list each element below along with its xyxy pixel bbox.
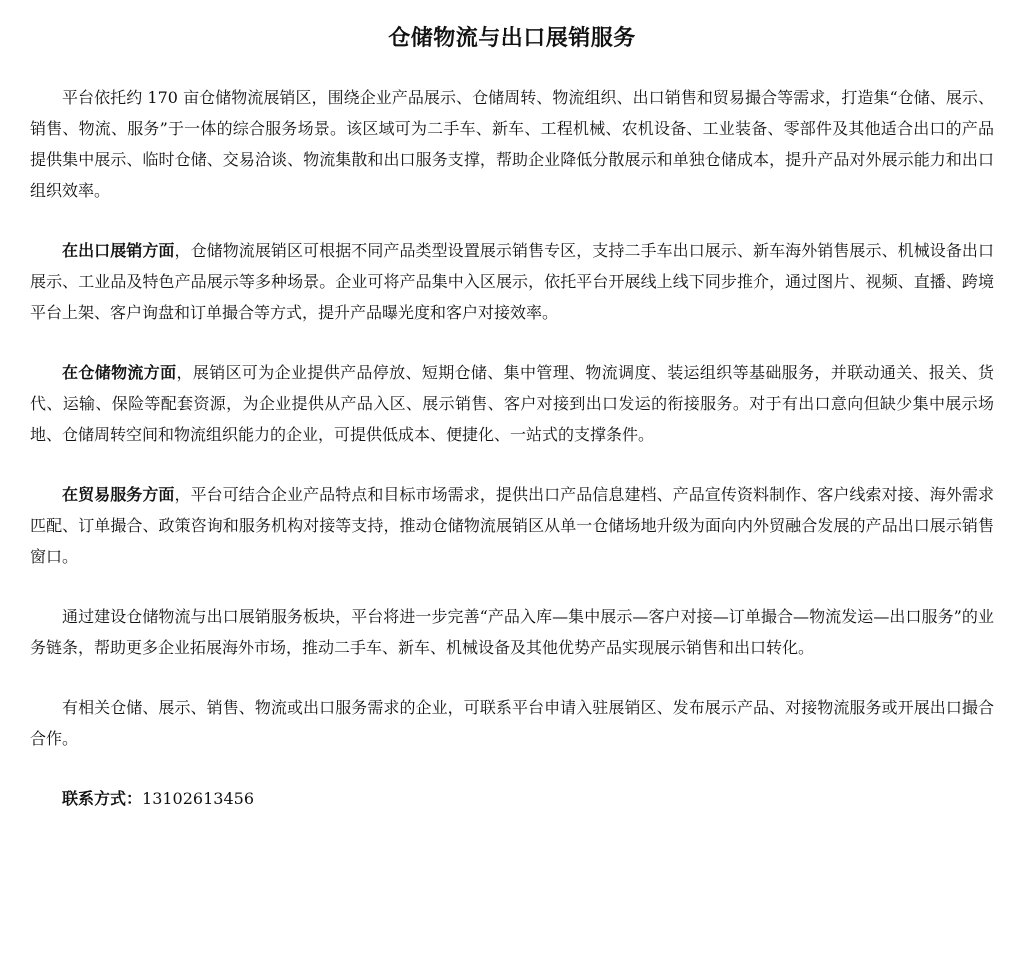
summary-paragraph: 通过建设仓储物流与出口展销服务板块，平台将进一步完善“产品入库—集中展示—客户对接—订单撮合—物流发运—出口服务”的业务链条，帮助更多企业拓展海外市场，推动二手车、新车、机械设备及其他优势产品实现展示销售和出口转化。 xyxy=(30,607,994,657)
contact-phone: 13102613456 xyxy=(142,789,254,808)
paragraph-text: ，展销区可为企业提供产品停放、短期仓储、集中管理、物流调度、装运组织等基础服务，并联动通关、报关、货代、运输、保险等配套资源，为企业提供从产品入区、展示销售、客户对接到出口发运的衔接服务。对于有出口意向但缺少集中展示场地、仓储周转空间和物流组织能力的企业，可提供低成本、便捷化、一站式的支撑条件。 xyxy=(30,363,994,444)
export-exhibition-paragraph xyxy=(30,235,994,328)
trade-service-paragraph xyxy=(30,479,994,572)
intro-paragraph: 平台依托约 170 亩仓储物流展销区，围绕企业产品展示、仓储周转、物流组织、出口销售和贸易撮合等需求，打造集“仓储、展示、销售、物流、服务”于一体的综合服务场景。该区域可为二手车、新车、工程机械、农机设备、工业装备、零部件及其他适合出口的产品提供集中展示、临时仓储、交易洽谈、物流集散和出口服务支撑，帮助企业降低分散展示和单独仓储成本，提升产品对外展示能力和出口组织效率。 xyxy=(30,88,994,200)
contact-label: 联系方式： xyxy=(62,789,143,808)
paragraph-lead: 在出口展销方面 xyxy=(62,241,175,260)
warehouse-logistics-paragraph xyxy=(30,357,994,450)
invitation-paragraph: 有相关仓储、展示、销售、物流或出口服务需求的企业，可联系平台申请入驻展销区、发布展示产品、对接物流服务或开展出口撮合合作。 xyxy=(30,698,994,748)
paragraph-lead: 在仓储物流方面 xyxy=(62,363,177,382)
paragraph-text: ，平台可结合企业产品特点和目标市场需求，提供出口产品信息建档、产品宣传资料制作、客户线索对接、海外需求匹配、订单撮合、政策咨询和服务机构对接等支持，推动仓储物流展销区从单一仓储场地升级为面向内外贸融合发展的产品出口展示销售窗口。 xyxy=(30,485,994,566)
paragraph-lead: 在贸易服务方面 xyxy=(62,485,175,504)
page-title: 仓储物流与出口展销服务 xyxy=(388,25,636,51)
paragraph-text: ，仓储物流展销区可根据不同产品类型设置展示销售专区，支持二手车出口展示、新车海外销售展示、机械设备出口展示、工业品及特色产品展示等多种场景。企业可将产品集中入区展示，依托平台开展线上线下同步推介，通过图片、视频、直播、跨境平台上架、客户询盘和订单撮合等方式，提升产品曝光度和客户对接效率。 xyxy=(30,241,994,322)
contact-line xyxy=(30,783,994,814)
